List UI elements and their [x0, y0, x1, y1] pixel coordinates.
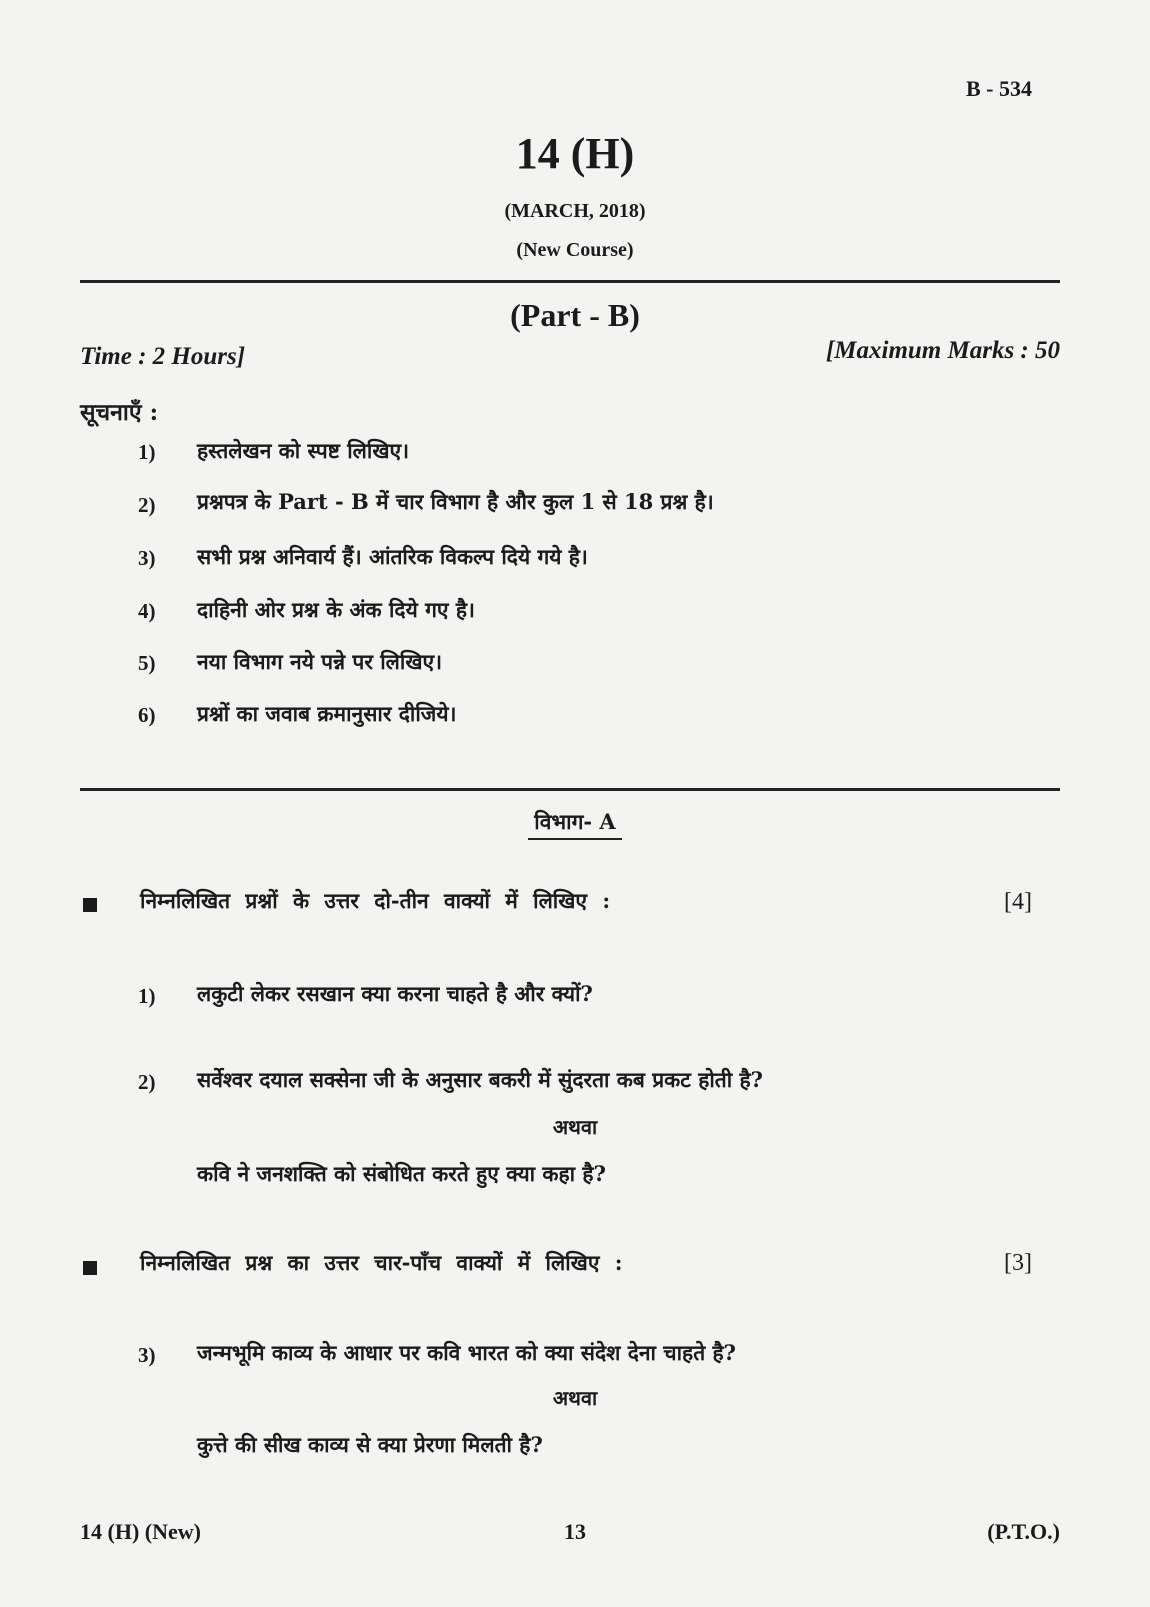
marks-label: [4]	[1004, 889, 1032, 915]
course-label: (New Course)	[516, 239, 634, 261]
footer-subject-code: 14 (H) (New)	[80, 1519, 201, 1544]
instructions-heading: सूचनाएँ :	[80, 399, 159, 426]
question-text: सर्वेश्वर दयाल सक्सेना जी के अनुसार बकरी में सुंदरता कब प्रकट होती है?	[197, 1067, 763, 1092]
instruction-text: दाहिनी ओर प्रश्न के अंक दिये गए है।	[197, 597, 475, 622]
bullet-square-icon	[83, 1261, 97, 1275]
exam-date: (MARCH, 2018)	[504, 200, 646, 222]
section-a-title-text: विभाग- A	[528, 809, 621, 840]
question-text: कुत्ते की सीख काव्य से क्या प्रेरणा मिलती है?	[197, 1432, 543, 1457]
or-separator: अथवा	[552, 1386, 598, 1410]
instruction-text: प्रश्नपत्र के Part - B में चार विभाग है और कुल 1 से 18 प्रश्न है।	[197, 489, 714, 514]
maximum-marks: [Maximum Marks : 50	[825, 337, 1060, 364]
question-group-heading: निम्नलिखित प्रश्नों के उत्तर दो-तीन वाक्यों में लिखिए :	[140, 888, 611, 913]
instruction-number: 1)	[138, 440, 156, 464]
bullet-square-icon	[83, 898, 97, 912]
subject-code-title: 14 (H)	[515, 129, 635, 178]
instruction-number: 2)	[138, 493, 156, 517]
paper-code: B - 534	[966, 76, 1032, 101]
bleed-through-mark	[112, 70, 119, 94]
instruction-number: 6)	[138, 703, 156, 727]
or-separator: अथवा	[552, 1115, 598, 1139]
question-number: 1)	[138, 984, 156, 1008]
header-divider	[80, 280, 1060, 283]
instruction-text: नया विभाग नये पन्ने पर लिखिए।	[197, 649, 443, 674]
time-allowed: Time : 2 Hours]	[80, 343, 246, 370]
instruction-text: हस्तलेखन को स्पष्ट लिखिए।	[197, 438, 410, 463]
instruction-number: 3)	[138, 546, 156, 570]
instruction-number: 5)	[138, 651, 156, 675]
page-number: 13	[564, 1519, 586, 1544]
question-text: जन्मभूमि काव्य के आधार पर कवि भारत को क्या संदेश देना चाहते है?	[197, 1340, 736, 1365]
question-group-heading: निम्नलिखित प्रश्न का उत्तर चार-पाँच वाक्यों में लिखिए :	[140, 1250, 623, 1275]
instruction-text: प्रश्नों का जवाब क्रमानुसार दीजिये।	[197, 701, 457, 726]
question-number: 2)	[138, 1070, 156, 1094]
instructions-divider	[80, 788, 1060, 791]
question-text: लकुटी लेकर रसखान क्या करना चाहते है और क्यों?	[197, 981, 593, 1006]
instruction-text: सभी प्रश्न अनिवार्य हैं। आंतरिक विकल्प दिये गये है।	[197, 544, 588, 569]
part-label: (Part - B)	[510, 297, 640, 333]
question-number: 3)	[138, 1343, 156, 1367]
section-a-title	[0, 808, 1150, 836]
marks-label: [3]	[1004, 1250, 1032, 1276]
instruction-number: 4)	[138, 599, 156, 623]
question-text: कवि ने जनशक्ति को संबोधित करते हुए क्या कहा है?	[197, 1161, 606, 1186]
footer-pto: (P.T.O.)	[987, 1519, 1060, 1544]
